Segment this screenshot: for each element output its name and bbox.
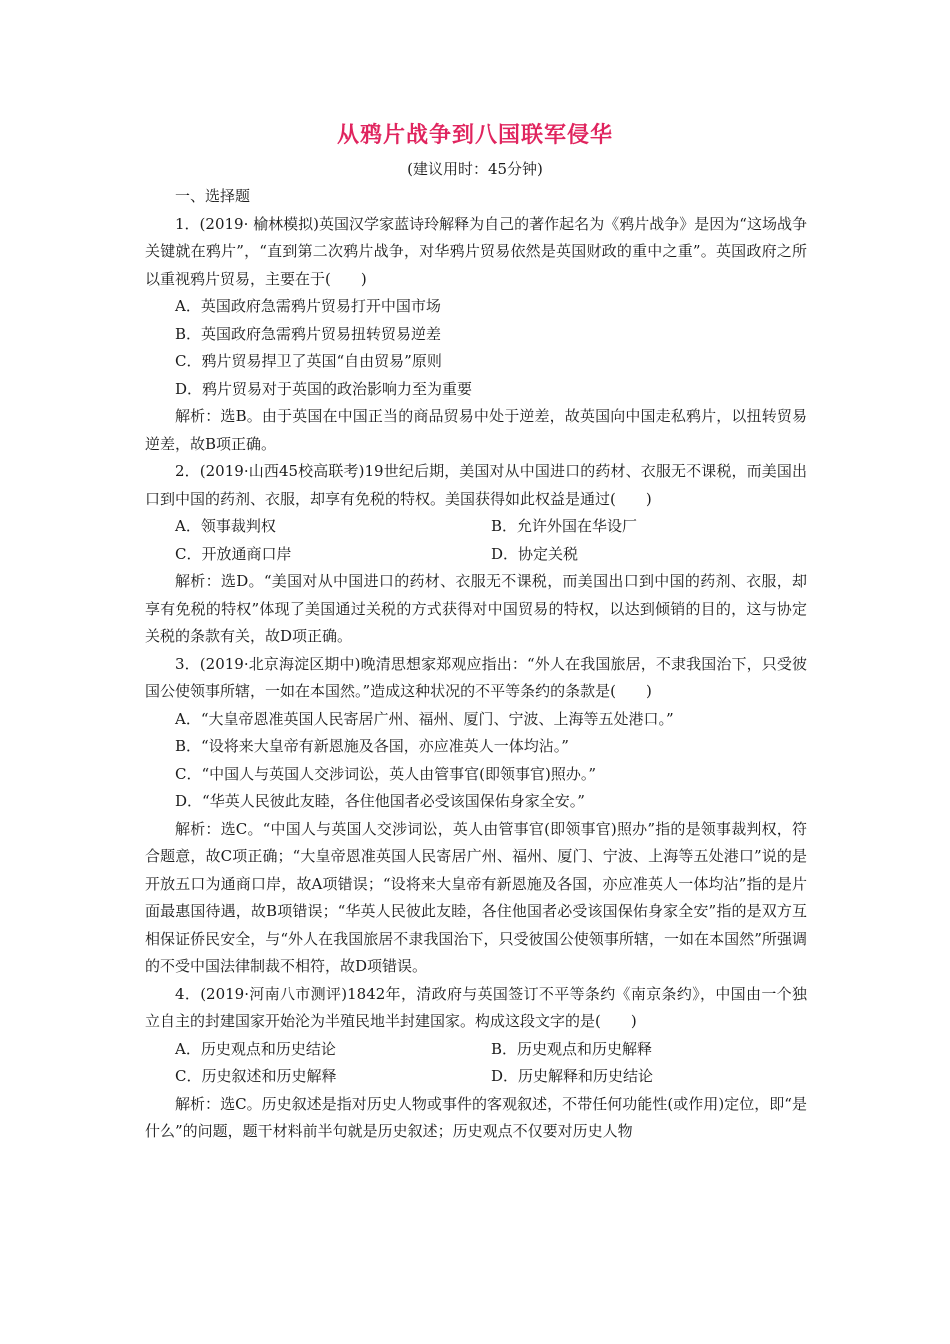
question-4-analysis: 解析：选C。历史叙述是指对历史人物或事件的客观叙述，不带任何功能性(或作用)定位，即“是什么”的问题，题干材料前半句就是历史叙述；历史观点不仅要对历史人物 bbox=[145, 1094, 807, 1140]
question-4-option-c: C．历史叙述和历史解释 bbox=[175, 1067, 337, 1085]
question-4-option-b: B．历史观点和历史解释 bbox=[491, 1039, 653, 1058]
question-3-stem: 3．(2019·北京海淀区期中)晚清思想家郑观应指出：“外人在我国旅居，不隶我国治下，只受彼国公使领事所辖，一如在本国然。”造成这种状况的不平等条约的条款是( ) bbox=[145, 654, 807, 700]
question-4-options-row-2 bbox=[145, 1063, 807, 1091]
question-2-option-c: C．开放通商口岸 bbox=[175, 544, 292, 563]
page-subtitle: (建议用时：45分钟) bbox=[407, 160, 543, 178]
question-4-options-row-1 bbox=[145, 1036, 807, 1064]
question-1-option-c: C．鸦片贸易捍卫了英国“自由贸易”原则 bbox=[175, 352, 442, 370]
question-3-analysis: 解析：选C。“中国人与英国人交涉词讼，英人由管事官(即领事官)照办”指的是领事裁判权，符合题意，故C项正确；“大皇帝恩准英国人民寄居广州、福州、厦门、宁波、上海等五处港口”说的是开放五口为通商口岸，故A项错误；“设将来大皇帝有新恩施及各国，亦应准英人一体均沾”指的是片面最惠国待遇，故B项错误；“华英人民彼此友睦，各住他国者必受该国保佑身家全安”指的是双方互相保证侨民安全，与“外人在我国旅居不隶我国治下，只受彼国公使领事所辖，一如在本国然”所强调的不受中国法律制裁不相符，故D项错误。 bbox=[145, 819, 807, 975]
question-1-option-d: D．鸦片贸易对于英国的政治影响力至为重要 bbox=[175, 379, 473, 398]
question-1-option-b: B．英国政府急需鸦片贸易扭转贸易逆差 bbox=[175, 324, 442, 343]
page-title: 从鸦片战争到八国联军侵华 bbox=[336, 123, 613, 148]
question-1-analysis: 解析：选B。由于英国在中国正当的商品贸易中处于逆差，故英国向中国走私鸦片，以扭转贸易逆差，故B项正确。 bbox=[145, 407, 807, 453]
question-3-option-a: A．“大皇帝恩准英国人民寄居广州、福州、厦门、宁波、上海等五处港口。” bbox=[175, 709, 674, 728]
question-4-option-a: A．历史观点和历史结论 bbox=[175, 1039, 336, 1058]
question-4-stem: 4．(2019·河南八市测评)1842年，清政府与英国签订不平等条约《南京条约》，中国由一个独立自主的封建国家开始沦为半殖民地半封建国家。构成这段文字的是( ) bbox=[145, 984, 807, 1030]
question-2-stem: 2．(2019·山西45校高联考)19世纪后期，美国对从中国进口的药材、衣服无不课税，而美国出口到中国的药剂、衣服，却享有免税的特权。美国获得如此权益是通过( ) bbox=[145, 462, 807, 508]
question-1-option-a: A．英国政府急需鸦片贸易打开中国市场 bbox=[175, 297, 441, 315]
question-3-option-b: B．“设将来大皇帝有新恩施及各国，亦应准英人一体均沾。” bbox=[175, 737, 569, 755]
question-3-option-d: D．“华英人民彼此友睦，各住他国者必受该国保佑身家全安。” bbox=[175, 792, 585, 810]
question-1-stem: 1．(2019· 榆林模拟)英国汉学家蓝诗玲解释为自己的著作起名为《鸦片战争》是因为“这场战争关键就在鸦片”，“直到第二次鸦片战争，对华鸦片贸易依然是英国财政的重中之重”。英国政府之所以重视鸦片贸易，主要在于( ) bbox=[145, 214, 807, 288]
document-body bbox=[145, 183, 807, 1146]
question-2-options-row-2 bbox=[145, 541, 807, 569]
question-2-analysis: 解析：选D。“美国对从中国进口的药材、衣服无不课税，而美国出口到中国的药剂、衣服，却享有免税的特权”体现了美国通过关税的方式获得对中国贸易的特权，以达到倾销的目的，这与协定关税的条款有关，故D项正确。 bbox=[145, 572, 807, 645]
section-heading: 一、选择题 bbox=[175, 187, 251, 205]
question-2-options-row-1 bbox=[145, 513, 807, 541]
question-4-option-d: D．历史解释和历史结论 bbox=[491, 1067, 654, 1085]
question-2-option-b: B．允许外国在华设厂 bbox=[491, 517, 638, 535]
question-2-option-a: A．领事裁判权 bbox=[175, 517, 276, 535]
question-3-option-c: C．“中国人与英国人交涉词讼，英人由管事官(即领事官)照办。” bbox=[175, 764, 597, 783]
question-2-option-d: D．协定关税 bbox=[491, 544, 579, 563]
